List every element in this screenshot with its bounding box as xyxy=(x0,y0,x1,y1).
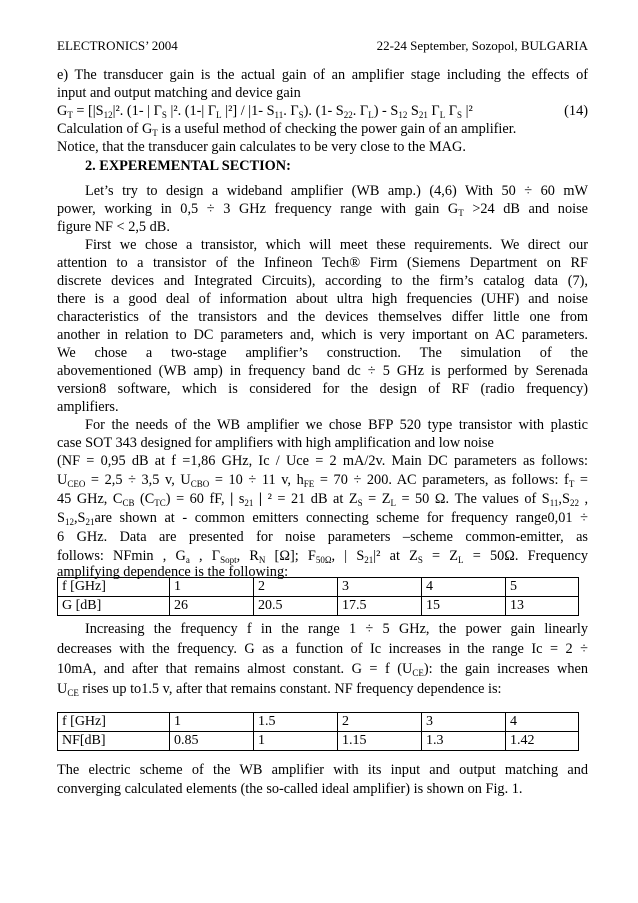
nf-table xyxy=(57,712,579,751)
text-line: another in relation to DC parameters and, which is very important on AC parameters. xyxy=(57,327,588,343)
text-line: there is a good deal of information about ultra high frequencies (UHF) and noise xyxy=(57,291,588,307)
text-line: Notice, that the transducer gain calculates to be very close to the MAG. xyxy=(57,139,466,155)
table-cell: 4 xyxy=(422,578,506,597)
table-cell: 1.5 xyxy=(254,713,338,732)
table-cell: 1 xyxy=(170,578,254,597)
table-row xyxy=(58,713,579,732)
text-line: 6 GHz. Data are presented for noise parameters –scheme common-emitter, as xyxy=(57,529,588,545)
header-right: 22-24 September, Sozopol, BULGARIA xyxy=(376,38,588,53)
text-line: attention to a transistor of the Infineon Tech® Firm (Siemens Department on RF xyxy=(57,255,588,271)
text-line: e) The transducer gain is the actual gain of an amplifier stage including the effects of xyxy=(57,67,588,83)
section-title: 2. EXPEREMENTAL SECTION: xyxy=(85,158,291,174)
table-cell: 1 xyxy=(254,732,338,751)
text-line: $U_{CE}$ rises up to1.5 v, after that remains constant. NF frequency dependence is: xyxy=(57,681,502,698)
table-cell: 26 xyxy=(170,597,254,616)
text-line: Increasing the frequency f in the range 1 ÷ 5 GHz, the power gain linearly xyxy=(85,621,588,637)
table-cell: 3 xyxy=(422,713,506,732)
equation-number: (14) xyxy=(564,103,588,119)
text-line: power, working in 0,5 ÷ 3 GHz frequency range with gain $G_T >24$ dB and noise xyxy=(57,201,588,218)
table-cell: 5 xyxy=(506,578,579,597)
running-header xyxy=(57,38,588,54)
table-cell: G [dB] xyxy=(58,597,170,616)
table-cell: NF[dB] xyxy=(58,732,170,751)
table-cell: 20.5 xyxy=(254,597,338,616)
text-line: case SOT 343 designed for amplifiers with high amplification and low noise xyxy=(57,435,494,451)
equation-gt: $G_T = [|S_{12}|^2$. (1- | $\Gamma_S$ |². (1-| $\Gamma_L$ |²] / |1- $S_{11}$. $\Gamma_S$). (1- $S_{22}$. $\Gamma_L) - S_{12}$ $S_{21}$ $\Gamma_L$ $\Gamma_S$ |² (14) xyxy=(57,103,588,120)
header-left: ELECTRONICS’ 2004 xyxy=(57,38,178,53)
text-line: First we chose a transistor, which will meet these requirements. We direct our xyxy=(85,237,588,253)
table-cell: f [GHz] xyxy=(58,578,170,597)
text-line: For the needs of the WB amplifier we chose BFP 520 type transistor with plastic xyxy=(85,417,588,433)
text-line-s-params: $S_{12},S_{21}are$ shown at - common emitters connecting scheme for frequency range0,01 ÷ xyxy=(57,510,588,527)
table-cell: 13 xyxy=(506,597,579,616)
table-row xyxy=(58,732,579,751)
text-line: amplifiers. xyxy=(57,399,119,415)
table-cell: 1.42 xyxy=(506,732,579,751)
table-cell: 0.85 xyxy=(170,732,254,751)
table-cell: 1.15 xyxy=(338,732,422,751)
text-line: discrete devices and Integrated Circuits), according to the firm’s catalog data (7), xyxy=(57,273,588,289)
text-line: Let’s try to design a wideband amplifier (WB amp.) (4,6) With 50 ÷ 60 mW xyxy=(85,183,588,199)
text-line: figure NF < 2,5 dB. xyxy=(57,219,170,235)
text-line: characteristics of the transistors and the devices themselves differ little one from xyxy=(57,309,588,325)
text-line: version8 software, which is considered for the design of RF (radio frequency) xyxy=(57,381,588,397)
table-cell: 3 xyxy=(338,578,422,597)
table-cell: f [GHz] xyxy=(58,713,170,732)
text-line: The electric scheme of the WB amplifier with its input and output matching and xyxy=(57,762,588,778)
table-cell: 4 xyxy=(506,713,579,732)
table-cell: 1 xyxy=(170,713,254,732)
table-cell: 2 xyxy=(338,713,422,732)
gain-table xyxy=(57,577,579,616)
text-line: 10mA, and after that remains almost constant. G = f $(U_{CE})$: the gain increases when xyxy=(57,661,588,678)
text-line: Calculation of $G_T$ is a useful method of checking the power gain of an amplifier. xyxy=(57,121,517,138)
text-line: converging calculated elements (the so-called ideal amplifier) is shown on Fig. 1. xyxy=(57,781,523,797)
text-line-ac-params: 45 GHz, $C_{CB}$ $(C_{TC}) = 60$ fF, | $s_{21}$ | ² = 21 dB at $Z_S = Z_L = 50$ Ω. The values of $S_{11},S_{22}$ , xyxy=(57,491,589,508)
text-line-noise-params: follows: NFmin , $G_a$ , $\Gamma_{Sopt}$, $R_N$ [Ω]; $F_{50\Omega}$, | $S_{21}|^2$ at $Z_S = Z_L = 50\Omega$. Frequency xyxy=(57,548,588,565)
text-line-dc-params: $U_{CEO} = 2,5 \div 3,5$ v, $U_{CBO} = 10 \div 11$ v, $h_{FE} = 70 \div 200$. AC parameters, as follows: $f_T$ = xyxy=(57,472,588,489)
table-row xyxy=(58,578,579,597)
text-line: (NF = 0,95 dB at f =1,86 GHz, Ic / Uce = 2 mA/2v. Main DC parameters as follows: xyxy=(57,453,588,469)
table-row xyxy=(58,597,579,616)
text-line: amplifying dependence is the following: xyxy=(57,564,289,580)
text-line: decreases with the frequency. G as a function of Ic increases in the range Ic = 2 ÷ xyxy=(57,641,588,657)
table-cell: 2 xyxy=(254,578,338,597)
text-line: input and output matching and device gain xyxy=(57,85,301,101)
table-cell: 1.3 xyxy=(422,732,506,751)
text-line: abovementioned (WB amp) in frequency band dc ÷ 5 GHz is performed by Serenada xyxy=(57,363,588,379)
table-cell: 17.5 xyxy=(338,597,422,616)
table-cell: 15 xyxy=(422,597,506,616)
text-line: We chose a two-stage amplifier’s construction. The simulation of the xyxy=(57,345,588,361)
